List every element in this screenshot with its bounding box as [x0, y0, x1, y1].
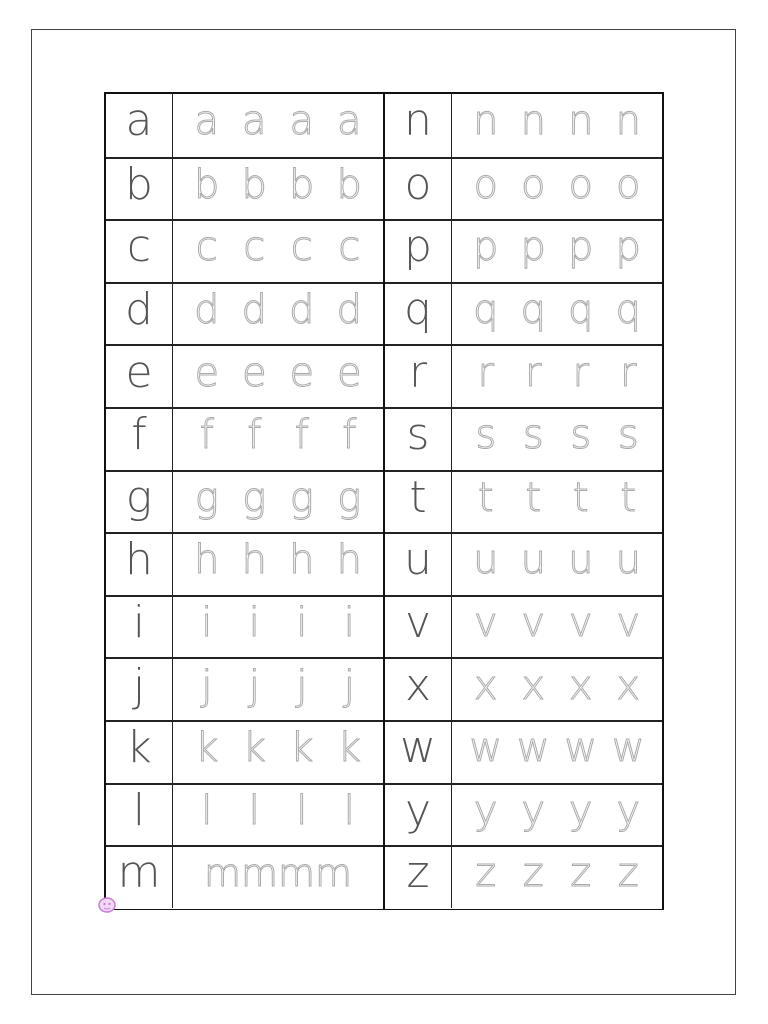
cartoon-mascot-icon [97, 894, 117, 914]
dotted-trace-letter: p [615, 224, 641, 271]
letter-row-i [106, 595, 383, 658]
trace-area[interactable] [173, 221, 383, 282]
dotted-trace-letter: o [568, 161, 593, 208]
model-letter: p [385, 221, 452, 282]
letter-row-o [385, 157, 662, 220]
letter-row-m [106, 845, 383, 908]
model-letter: t [385, 472, 452, 533]
dotted-trace-letter: b [241, 161, 267, 208]
model-letter: w [385, 722, 452, 783]
letter-row-u [385, 532, 662, 595]
dotted-trace-letter: a [241, 98, 267, 145]
letter-row-p [385, 219, 662, 282]
trace-area[interactable] [173, 472, 383, 533]
dotted-trace-letter: v [521, 600, 546, 647]
dotted-trace-letter: t [620, 474, 637, 521]
dotted-trace-letter: e [241, 349, 267, 396]
model-letter: v [385, 597, 452, 658]
model-letter: g [106, 472, 173, 533]
trace-area[interactable] [452, 346, 662, 407]
trace-area[interactable] [452, 472, 662, 533]
dotted-trace-letter: u [568, 537, 594, 584]
dotted-trace-letter: c [338, 224, 361, 271]
model-letter: a [106, 94, 173, 157]
dotted-trace-letter: c [290, 224, 313, 271]
trace-area[interactable] [452, 409, 662, 470]
trace-area[interactable] [173, 659, 383, 720]
trace-area[interactable] [173, 534, 383, 595]
dotted-trace-letter: k [195, 725, 219, 772]
dotted-trace-letter: l [296, 787, 308, 834]
dotted-trace-letter: g [289, 474, 314, 521]
dotted-trace-letter: g [242, 474, 267, 521]
dotted-trace-letter: g [337, 474, 362, 521]
dotted-trace-letter: o [616, 161, 641, 208]
dotted-trace-letter: j [201, 662, 213, 709]
dotted-trace-letter: p [520, 224, 546, 271]
trace-area[interactable] [452, 847, 662, 908]
trace-area[interactable] [173, 785, 383, 846]
dotted-trace-letter: h [336, 537, 362, 584]
dotted-trace-letter: s [617, 412, 639, 459]
dotted-trace-letter: y [568, 787, 593, 834]
letter-row-r [385, 344, 662, 407]
letter-row-b [106, 157, 383, 220]
model-letter: h [106, 534, 173, 595]
dotted-trace-letter: i [296, 600, 308, 647]
letter-row-f [106, 407, 383, 470]
dotted-trace-letter: r [620, 349, 637, 396]
dotted-trace-letter: m [278, 851, 316, 896]
dotted-trace-letter: j [248, 662, 260, 709]
dotted-trace-letter: y [616, 787, 641, 834]
trace-area[interactable] [452, 534, 662, 595]
dotted-trace-letter: e [336, 349, 362, 396]
right-letter-column [384, 92, 664, 910]
dotted-trace-letter: i [201, 600, 213, 647]
model-letter: r [385, 346, 452, 407]
model-letter: n [385, 94, 452, 157]
dotted-trace-letter: q [568, 287, 594, 334]
model-letter: e [106, 346, 173, 407]
model-letter: j [106, 659, 173, 720]
letter-row-g [106, 470, 383, 533]
dotted-trace-letter: h [194, 537, 220, 584]
dotted-trace-letter: y [521, 787, 546, 834]
model-letter: c [106, 221, 173, 282]
model-letter: y [385, 785, 452, 846]
dotted-trace-letter: q [615, 287, 641, 334]
dotted-trace-letter: j [296, 662, 308, 709]
dotted-trace-letter: z [475, 850, 497, 897]
letter-row-q [385, 282, 662, 345]
dotted-trace-letter: k [290, 725, 314, 772]
trace-area[interactable] [173, 346, 383, 407]
dotted-trace-letter: b [336, 161, 362, 208]
dotted-trace-letter: r [525, 349, 542, 396]
dotted-trace-letter: d [194, 287, 220, 334]
dotted-trace-letter: u [473, 537, 499, 584]
dotted-trace-letter: v [616, 600, 641, 647]
dotted-trace-letter: a [336, 98, 362, 145]
trace-area[interactable] [452, 94, 662, 157]
trace-area[interactable] [452, 659, 662, 720]
dotted-trace-letter: t [477, 474, 494, 521]
letter-tracing-worksheet [104, 92, 664, 910]
dotted-trace-letter: e [194, 349, 220, 396]
letter-row-z [385, 845, 662, 908]
dotted-trace-letter: y [473, 787, 498, 834]
dotted-trace-letter: i [248, 600, 260, 647]
letter-row-d [106, 282, 383, 345]
dotted-trace-letter: p [568, 224, 594, 271]
dotted-trace-letter: w [564, 725, 598, 772]
model-letter: u [385, 534, 452, 595]
model-letter: o [385, 159, 452, 220]
dotted-trace-letter: f [199, 412, 214, 459]
letter-row-j [106, 657, 383, 720]
dotted-trace-letter: x [568, 662, 593, 709]
model-letter: q [385, 284, 452, 345]
dotted-trace-letter: w [611, 725, 645, 772]
model-letter: i [106, 597, 173, 658]
letter-row-s [385, 407, 662, 470]
trace-area[interactable] [452, 221, 662, 282]
dotted-trace-letter: a [194, 98, 219, 145]
letter-row-x [385, 657, 662, 720]
dotted-trace-letter: x [473, 662, 498, 709]
trace-area[interactable] [173, 409, 383, 470]
dotted-trace-letter: t [572, 474, 589, 521]
dotted-trace-letter: l [201, 787, 213, 834]
trace-area[interactable] [173, 94, 383, 157]
dotted-trace-letter: l [248, 787, 260, 834]
dotted-trace-letter: x [616, 662, 641, 709]
dotted-trace-letter: d [289, 287, 315, 334]
dotted-trace-letter: q [520, 287, 546, 334]
dotted-trace-letter: p [473, 224, 499, 271]
dotted-trace-letter: k [242, 725, 266, 772]
dotted-trace-letter: m [240, 851, 278, 896]
dotted-trace-letter: a [289, 98, 314, 145]
dotted-trace-letter: f [342, 412, 357, 459]
letter-row-k [106, 720, 383, 783]
dotted-trace-letter: n [520, 98, 546, 145]
dotted-trace-letter: s [522, 412, 544, 459]
trace-area[interactable] [173, 284, 383, 345]
dotted-trace-letter: e [289, 349, 315, 396]
trace-area[interactable] [173, 847, 383, 908]
dotted-trace-letter: z [522, 850, 544, 897]
dotted-trace-letter: x [521, 662, 546, 709]
dotted-trace-letter: d [241, 287, 267, 334]
dotted-trace-letter: i [343, 600, 355, 647]
dotted-trace-letter: t [525, 474, 542, 521]
model-letter: x [385, 659, 452, 720]
letter-row-e [106, 344, 383, 407]
model-letter: b [106, 159, 173, 220]
dotted-trace-letter: m [203, 851, 241, 896]
dotted-trace-letter: k [337, 725, 361, 772]
model-letter: z [385, 847, 452, 908]
dotted-trace-letter: o [521, 161, 546, 208]
dotted-trace-letter: v [473, 600, 498, 647]
dotted-trace-letter: j [343, 662, 355, 709]
dotted-trace-letter: v [568, 600, 593, 647]
dotted-trace-letter: s [475, 412, 497, 459]
dotted-trace-letter: n [473, 98, 499, 145]
model-letter: f [106, 409, 173, 470]
dotted-trace-letter: z [570, 850, 592, 897]
letter-row-n [385, 94, 662, 157]
trace-area[interactable] [173, 597, 383, 658]
dotted-trace-letter: h [289, 537, 315, 584]
trace-area[interactable] [173, 159, 383, 220]
model-letter: s [385, 409, 452, 470]
letter-row-v [385, 595, 662, 658]
trace-area[interactable] [452, 597, 662, 658]
dotted-trace-letter: f [294, 412, 309, 459]
dotted-trace-letter: u [615, 537, 641, 584]
dotted-trace-letter: n [615, 98, 641, 145]
dotted-trace-letter: r [477, 349, 494, 396]
dotted-trace-letter: l [343, 787, 355, 834]
letter-row-t [385, 470, 662, 533]
trace-area[interactable] [452, 159, 662, 220]
trace-area[interactable] [452, 284, 662, 345]
left-letter-column [104, 92, 384, 910]
letter-row-y [385, 783, 662, 846]
dotted-trace-letter: q [473, 287, 499, 334]
dotted-trace-letter: o [473, 161, 498, 208]
dotted-trace-letter: c [195, 224, 218, 271]
model-letter: m [106, 847, 173, 908]
dotted-trace-letter: c [243, 224, 266, 271]
dotted-trace-letter: f [247, 412, 262, 459]
dotted-trace-letter: w [516, 725, 550, 772]
dotted-trace-letter: w [469, 725, 503, 772]
dotted-trace-letter: g [194, 474, 219, 521]
model-letter: d [106, 284, 173, 345]
letter-row-a [106, 94, 383, 157]
dotted-trace-letter: m [315, 851, 353, 896]
model-letter: l [106, 785, 173, 846]
dotted-trace-letter: n [568, 98, 594, 145]
dotted-trace-letter: z [617, 850, 639, 897]
dotted-trace-letter: u [520, 537, 546, 584]
trace-area[interactable] [452, 785, 662, 846]
dotted-trace-letter: h [241, 537, 267, 584]
letter-row-l [106, 783, 383, 846]
dotted-trace-letter: d [336, 287, 362, 334]
dotted-trace-letter: b [289, 161, 315, 208]
dotted-trace-letter: r [572, 349, 589, 396]
letter-row-h [106, 532, 383, 595]
trace-area[interactable] [452, 722, 662, 783]
letter-row-c [106, 219, 383, 282]
trace-area[interactable] [173, 722, 383, 783]
dotted-trace-letter: b [194, 161, 220, 208]
letter-row-w [385, 720, 662, 783]
model-letter: k [106, 722, 173, 783]
dotted-trace-letter: s [570, 412, 592, 459]
